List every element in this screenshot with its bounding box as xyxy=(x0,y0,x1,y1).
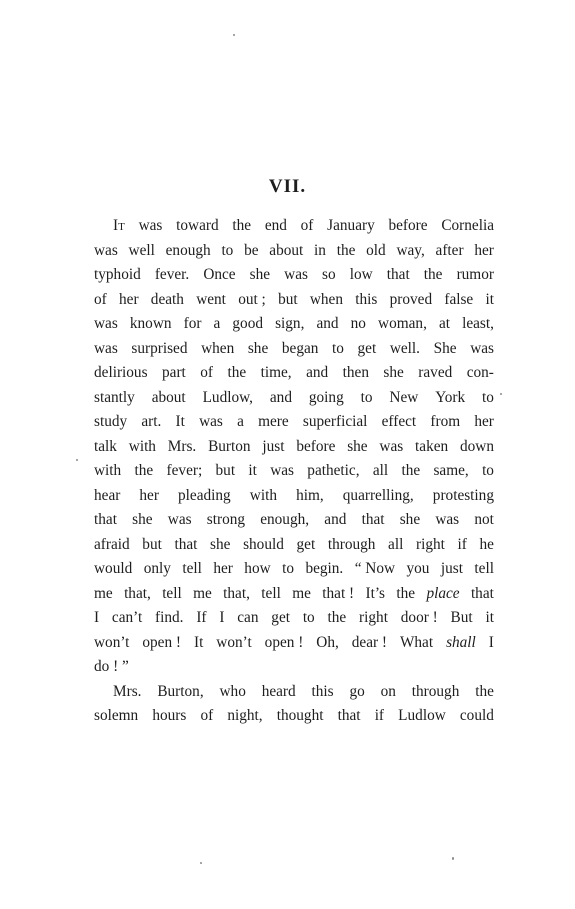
word: tell xyxy=(162,584,182,602)
text-line xyxy=(94,410,494,435)
word: but xyxy=(278,290,298,308)
word: proved xyxy=(389,290,433,308)
word: time, xyxy=(260,364,292,381)
word: that xyxy=(470,584,494,602)
word: with xyxy=(249,486,277,504)
word: well. xyxy=(389,339,421,357)
word: end xyxy=(264,217,287,234)
word: could xyxy=(459,707,494,724)
word: to xyxy=(360,388,373,406)
word: was xyxy=(379,437,404,455)
text-line xyxy=(94,239,494,264)
word: the xyxy=(227,364,247,381)
word: about xyxy=(151,388,186,406)
print-speck xyxy=(200,862,202,864)
word: right xyxy=(415,535,445,553)
word: this xyxy=(311,682,334,700)
word: fever. xyxy=(154,266,190,283)
word: when xyxy=(201,339,235,357)
word: Mrs. xyxy=(113,682,142,700)
word: was xyxy=(94,241,118,259)
text-line xyxy=(94,459,494,484)
word: began xyxy=(281,339,319,357)
word: through xyxy=(411,682,460,700)
word: that xyxy=(386,266,410,283)
word: her xyxy=(213,560,233,577)
word: of xyxy=(94,290,107,308)
word: about xyxy=(269,241,304,259)
word: for xyxy=(183,315,202,332)
word: of xyxy=(200,707,214,724)
text-line xyxy=(94,337,494,362)
word: was xyxy=(94,339,118,357)
word: protesting xyxy=(432,486,494,504)
word: pathetic, xyxy=(307,462,360,479)
word: to xyxy=(282,560,294,577)
word: that, xyxy=(124,584,151,602)
word: She xyxy=(433,339,457,357)
word: What xyxy=(399,633,434,651)
word: she xyxy=(249,266,271,283)
word: was xyxy=(167,511,192,528)
word: open ! xyxy=(264,633,304,651)
word: superficial xyxy=(302,413,368,430)
word: known xyxy=(129,315,172,332)
print-speck xyxy=(452,857,454,860)
word: her xyxy=(474,413,494,430)
word: Burton, xyxy=(157,682,204,700)
word: it xyxy=(248,462,257,479)
word: down xyxy=(459,437,494,455)
word: went xyxy=(196,290,226,308)
word: not xyxy=(474,511,494,528)
word: Once xyxy=(203,266,236,283)
word: It xyxy=(175,413,185,430)
word: and xyxy=(324,511,347,528)
word: tell xyxy=(474,560,494,577)
word: tell xyxy=(261,584,281,602)
word: Ludlow, xyxy=(202,388,253,406)
word: if xyxy=(457,535,467,553)
text-line xyxy=(94,435,494,460)
word: just xyxy=(440,560,463,577)
word: afraid xyxy=(94,535,130,553)
text-line xyxy=(94,704,494,729)
word: me xyxy=(94,584,113,602)
word: going xyxy=(308,388,344,406)
word: to xyxy=(332,339,344,357)
word: false xyxy=(444,290,474,308)
word: I xyxy=(219,609,225,626)
word: study xyxy=(94,413,128,430)
word: only xyxy=(143,560,171,577)
word: to xyxy=(302,609,315,626)
word: hours xyxy=(152,707,187,724)
word: with xyxy=(128,437,156,455)
word: same, xyxy=(433,462,469,479)
word: out ; xyxy=(238,290,266,308)
word: she xyxy=(247,339,269,357)
word: door ! xyxy=(400,609,438,626)
body-text xyxy=(94,214,494,729)
word: with xyxy=(94,462,122,479)
word: but xyxy=(142,535,162,553)
word: that xyxy=(337,707,361,724)
word: get xyxy=(296,535,316,553)
word: It xyxy=(193,633,204,651)
word: to xyxy=(221,241,234,259)
word: way, xyxy=(396,241,425,259)
word: dear ! xyxy=(351,633,388,651)
word: was xyxy=(270,462,294,479)
word: would xyxy=(94,560,133,577)
word: enough xyxy=(165,241,211,259)
word: won’t xyxy=(216,633,252,651)
word: before xyxy=(296,437,336,455)
word: raved xyxy=(418,364,453,381)
word: if xyxy=(374,707,385,724)
word: the xyxy=(401,462,421,479)
word: part xyxy=(162,364,186,381)
text-line xyxy=(94,631,494,656)
text-line xyxy=(94,680,494,705)
word: least, xyxy=(462,315,494,332)
word: her xyxy=(474,241,494,259)
word: just xyxy=(262,437,285,455)
word: old xyxy=(366,241,386,259)
word: stantly xyxy=(94,388,135,406)
text-line xyxy=(94,361,494,386)
word: go xyxy=(349,682,365,700)
word: New xyxy=(389,388,419,406)
word: she xyxy=(210,535,231,553)
text-line xyxy=(94,484,494,509)
word: of xyxy=(200,364,213,381)
word: and xyxy=(316,315,339,332)
word: the xyxy=(396,584,416,602)
word: that xyxy=(94,511,117,528)
word: If xyxy=(196,609,207,626)
word: after xyxy=(435,241,464,259)
word: this xyxy=(355,290,378,308)
word: art. xyxy=(141,413,162,430)
text-line xyxy=(94,606,494,631)
word: well xyxy=(128,241,155,259)
word: on xyxy=(380,682,396,700)
word: pleading xyxy=(178,486,231,504)
word: me xyxy=(292,584,311,602)
word: strong xyxy=(206,511,246,528)
word: quarrelling, xyxy=(342,486,414,504)
word: was xyxy=(470,339,494,357)
word: find. xyxy=(155,609,184,626)
word: enough, xyxy=(260,511,310,528)
word: be xyxy=(244,241,259,259)
word: the xyxy=(232,217,252,234)
word: he xyxy=(479,535,494,553)
word: January xyxy=(327,217,375,234)
word: hear xyxy=(94,486,121,504)
word: was xyxy=(199,413,223,430)
word: rumor xyxy=(456,266,494,283)
word: was xyxy=(94,315,118,332)
word: heard xyxy=(261,682,296,700)
word: him, xyxy=(296,486,324,504)
word: was xyxy=(435,511,460,528)
word: “ Now xyxy=(354,560,396,577)
word: me xyxy=(193,584,212,602)
word: who xyxy=(219,682,246,700)
word: that xyxy=(361,511,385,528)
word: do ! ” xyxy=(94,658,129,675)
word: can’t xyxy=(111,609,143,626)
word: through xyxy=(327,535,376,553)
word: in xyxy=(314,241,326,259)
word: the xyxy=(336,241,356,259)
word: open ! xyxy=(142,633,182,651)
text-line xyxy=(94,386,494,411)
word: it xyxy=(485,290,494,308)
word: the xyxy=(327,609,347,626)
word: talk xyxy=(94,437,117,455)
text-line xyxy=(94,263,494,288)
text-line xyxy=(94,214,494,239)
word: you xyxy=(406,560,430,577)
word: typhoid xyxy=(94,266,141,283)
word: at xyxy=(438,315,451,332)
word: effect xyxy=(381,413,417,430)
text-line xyxy=(94,582,494,607)
word: her xyxy=(139,486,159,504)
word: Cornelia xyxy=(441,217,494,234)
word: the xyxy=(475,682,494,700)
word: begin. xyxy=(305,560,344,577)
print-speck xyxy=(233,34,235,36)
text-line xyxy=(94,655,494,680)
word: she xyxy=(399,511,421,528)
text-line xyxy=(94,312,494,337)
text-line xyxy=(94,508,494,533)
word: thought xyxy=(276,707,324,724)
word: was xyxy=(284,266,308,283)
word: that xyxy=(174,535,198,553)
word: that, xyxy=(223,584,250,602)
word: no xyxy=(350,315,366,332)
word: I xyxy=(94,609,100,626)
word: delirious xyxy=(94,364,148,381)
word: can xyxy=(237,609,259,626)
word: low xyxy=(349,266,373,283)
word: right xyxy=(359,609,388,626)
word: con- xyxy=(466,364,494,381)
word: Ludlow xyxy=(398,707,446,724)
word: night, xyxy=(227,707,263,724)
word: she xyxy=(132,511,153,528)
word: so xyxy=(322,266,336,283)
word: tell xyxy=(182,560,202,577)
text-line xyxy=(94,288,494,313)
word: Burton xyxy=(208,437,251,455)
word: taken xyxy=(415,437,449,455)
word: the xyxy=(134,462,154,479)
word: fever; xyxy=(166,462,203,479)
word: was xyxy=(138,217,163,234)
word: and xyxy=(306,364,329,381)
word: won’t xyxy=(94,633,130,651)
word: all xyxy=(388,535,404,553)
word: she xyxy=(383,364,404,381)
word: then xyxy=(342,364,369,381)
word: It xyxy=(113,217,125,234)
word: to xyxy=(482,388,494,406)
word: before xyxy=(388,217,428,234)
word: she xyxy=(347,437,368,455)
word: that ! xyxy=(322,584,355,602)
word: when xyxy=(309,290,343,308)
word: woman, xyxy=(378,315,427,332)
word: shall xyxy=(446,633,476,651)
word: and xyxy=(269,388,292,406)
text-line xyxy=(94,533,494,558)
word: a xyxy=(237,413,244,430)
word: death xyxy=(150,290,184,308)
word: good xyxy=(232,315,263,332)
word: sign, xyxy=(275,315,305,332)
word: York xyxy=(435,388,466,406)
word: her xyxy=(119,290,139,308)
word: mere xyxy=(258,413,289,430)
text-line xyxy=(94,557,494,582)
word: but xyxy=(215,462,236,479)
word: solemn xyxy=(94,707,139,724)
word: It’s xyxy=(365,584,386,602)
word: a xyxy=(213,315,221,332)
word: should xyxy=(243,535,284,553)
word: from xyxy=(430,413,461,430)
print-speck xyxy=(500,393,502,395)
word: get xyxy=(271,609,290,626)
word: how xyxy=(244,560,271,577)
word: of xyxy=(300,217,314,234)
word: But xyxy=(450,609,473,626)
word: place xyxy=(426,584,460,602)
word: toward xyxy=(176,217,219,234)
word: to xyxy=(482,462,494,479)
word: surprised xyxy=(131,339,188,357)
word: Mrs. xyxy=(167,437,197,455)
word: Oh, xyxy=(316,633,339,651)
word: all xyxy=(372,462,389,479)
word: get xyxy=(357,339,377,357)
word: the xyxy=(423,266,443,283)
print-speck xyxy=(76,459,78,461)
chapter-heading: VII. xyxy=(268,176,307,197)
word: it xyxy=(485,609,494,626)
word: I xyxy=(488,633,494,651)
